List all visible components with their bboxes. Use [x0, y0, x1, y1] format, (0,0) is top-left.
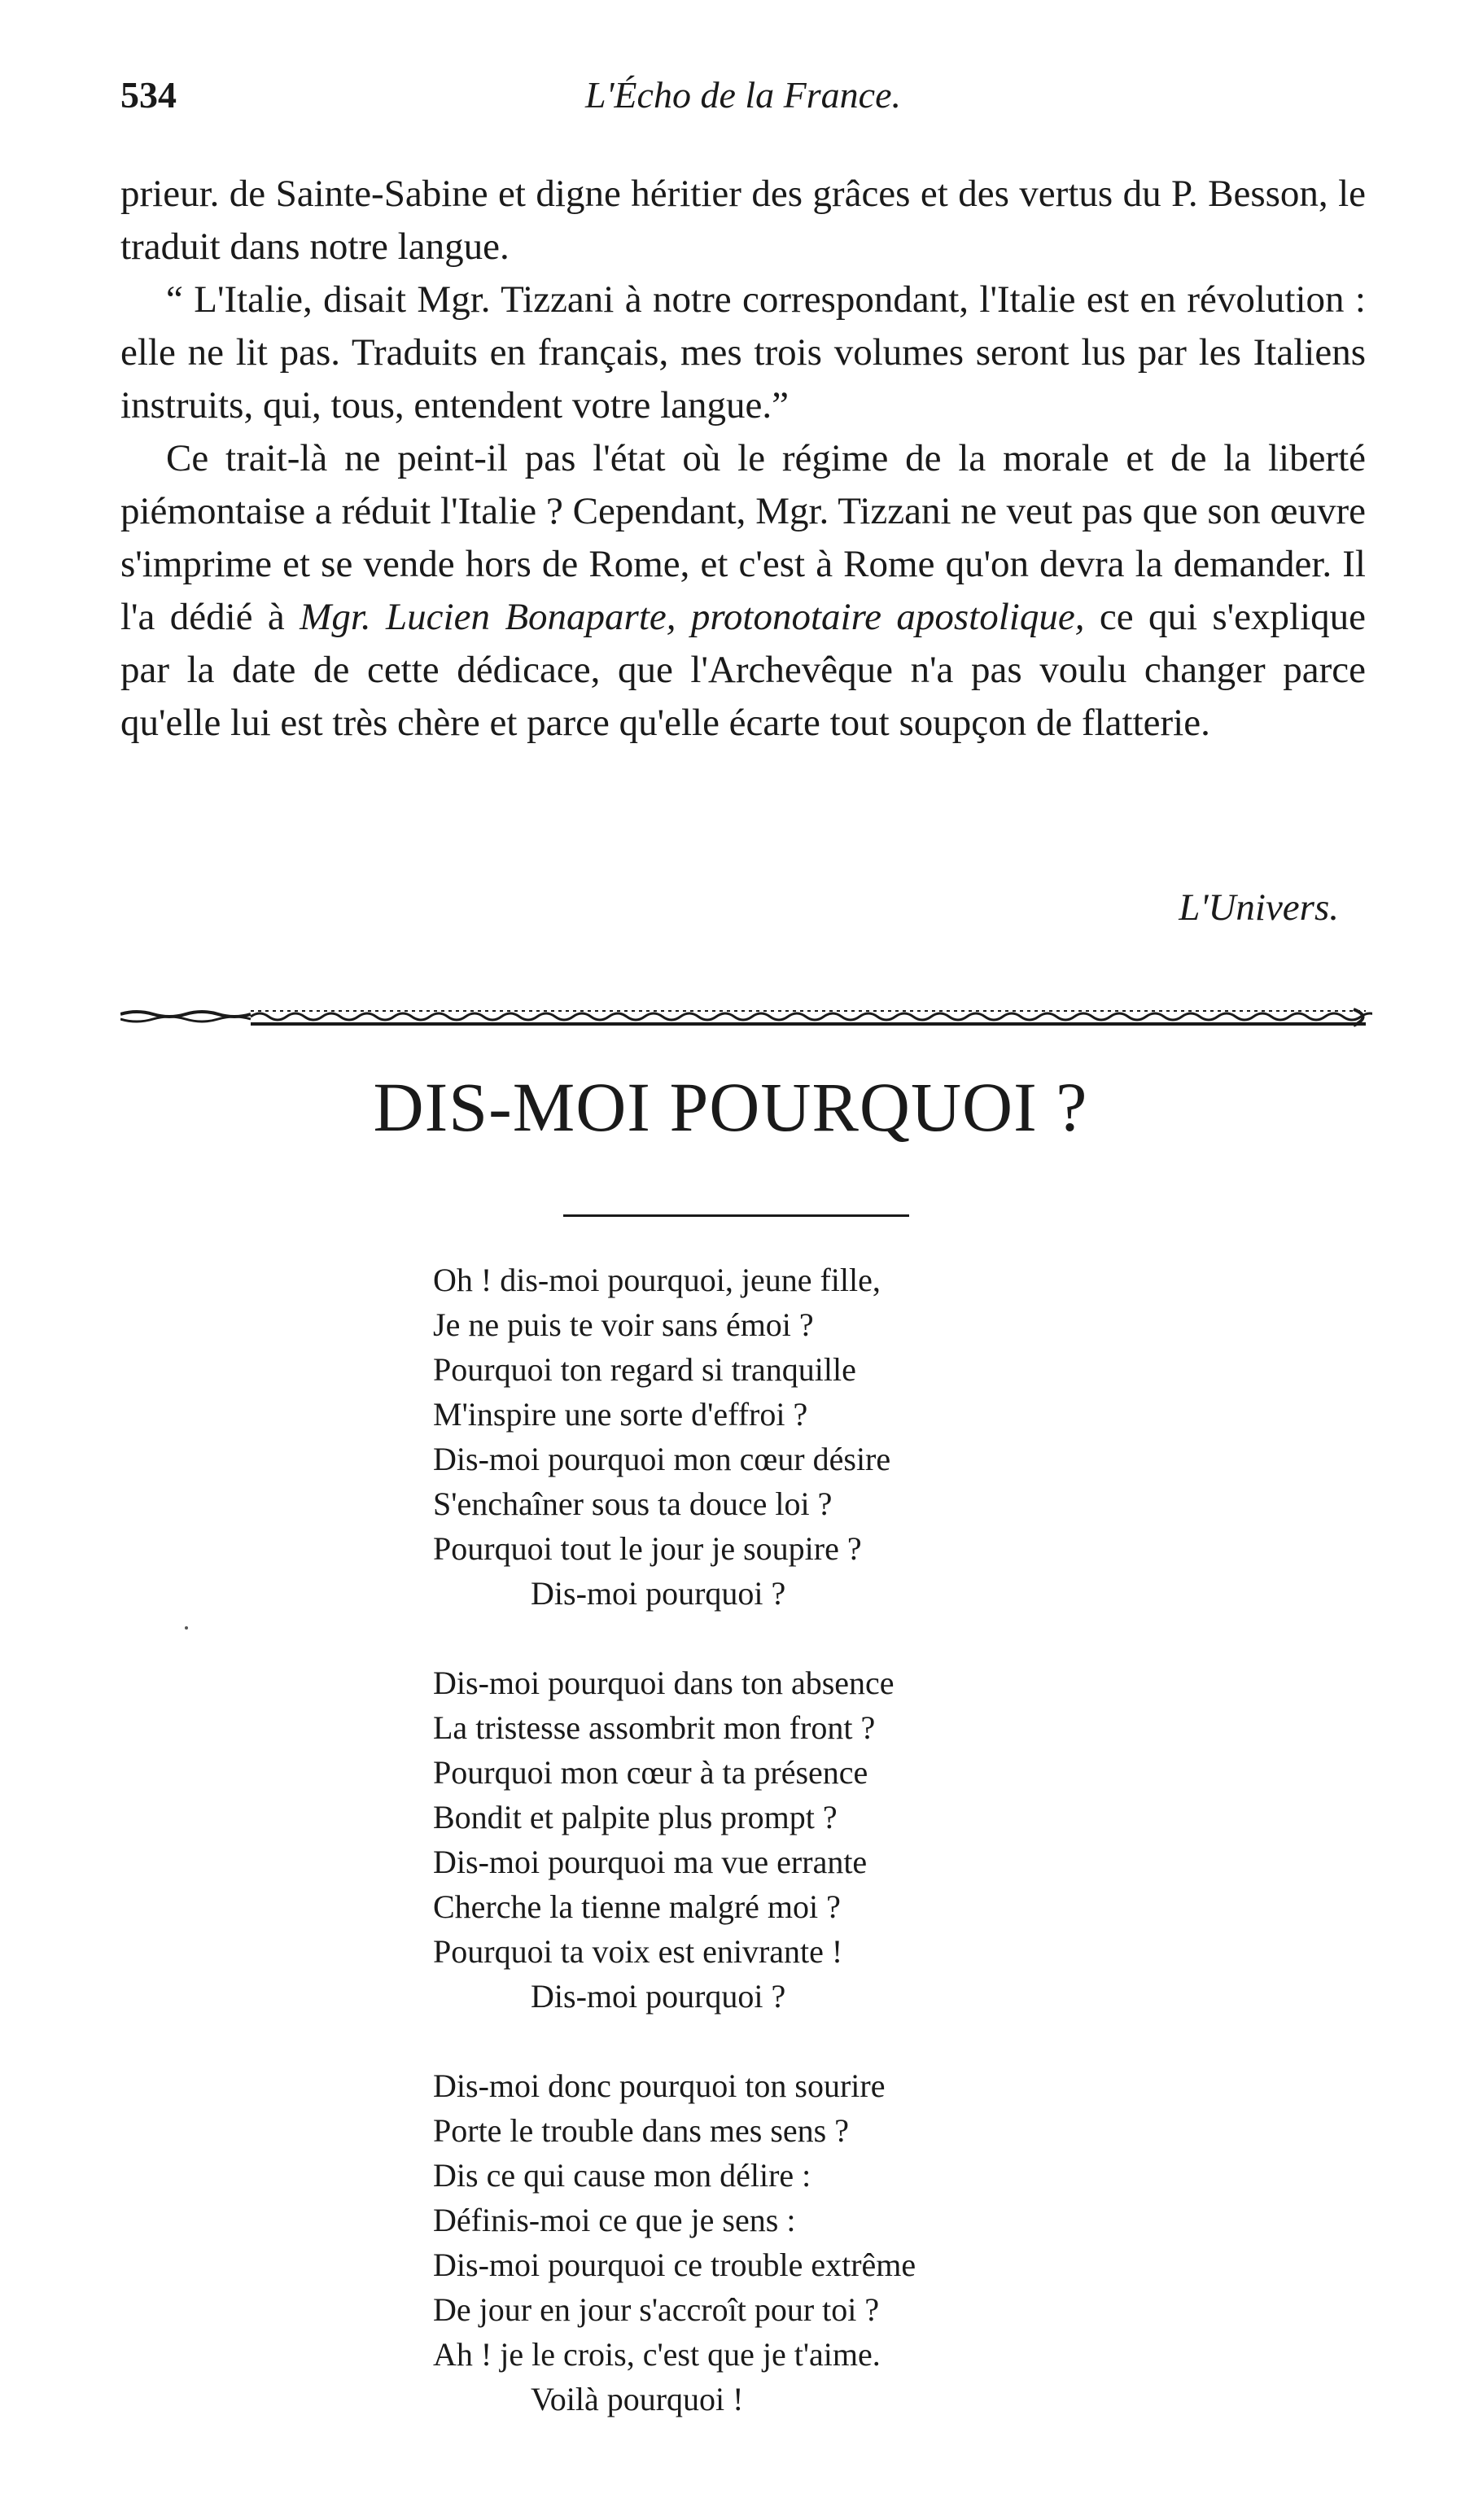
ink-speck [185, 1626, 188, 1630]
article-paragraph [120, 432, 1366, 750]
poem-refrain: Voilà pourquoi ! [531, 2381, 744, 2417]
ornamental-divider [120, 1003, 1372, 1030]
poem-verse: Pourquoi tout le jour je soupire ? [433, 1530, 862, 1567]
article-body [120, 168, 1366, 750]
poem-verse: Pourquoi mon cœur à ta présence [433, 1754, 868, 1791]
poem-verse: Ah ! je le crois, c'est que je t'aime. [433, 2336, 881, 2373]
journal-title: L'Écho de la France. [585, 74, 901, 116]
italic-text: Mgr. Lucien Bonaparte, protonotaire apostolique, [300, 596, 1085, 638]
poem-verse: La tristesse assombrit mon front ? [433, 1709, 876, 1746]
poem-stanza [433, 1660, 1084, 2019]
poem-verse: Dis-moi pourquoi ce trouble extrême [433, 2247, 916, 2283]
poem-verse: Bondit et palpite plus prompt ? [433, 1799, 838, 1835]
paragraph-text: Ce trait-là ne peint-il pas l'état où le régime de la morale et de la liberté piémontaise a réduit l'Italie ? Cependant, Mgr. Tizzani ne veut pas que son œuvre s'imprime et se vende hors de Rome, et c'est à Rome qu'on devra la demander. Il l'a dédié à [120, 437, 1366, 638]
poem-verse: Porte le trouble dans mes sens ? [433, 2112, 849, 2149]
article-paragraph [120, 168, 1366, 273]
poem-verse: Dis ce qui cause mon délire : [433, 2157, 811, 2194]
poem-verse: Pourquoi ton regard si tranquille [433, 1351, 856, 1388]
article-signature: L'Univers. [1179, 886, 1339, 929]
running-head [120, 73, 1366, 122]
poem-verse: Je ne puis te voir sans émoi ? [433, 1306, 814, 1343]
poem-verse: De jour en jour s'accroît pour toi ? [433, 2291, 880, 2328]
poem-verse: Dis-moi pourquoi mon cœur désire [433, 1441, 891, 1477]
paragraph-text: prieur. de Sainte-Sabine et digne héritier des grâces et des vertus du P. Besson, le traduit dans notre langue. [120, 173, 1366, 268]
poem-refrain: Dis-moi pourquoi ? [531, 1978, 786, 2015]
article-paragraph [120, 273, 1366, 432]
page-number: 534 [120, 74, 177, 116]
poem-stanza [433, 1258, 1084, 1616]
poem-verse: Pourquoi ta voix est enivrante ! [433, 1933, 843, 1970]
poem-verse: Oh ! dis-moi pourquoi, jeune fille, [433, 1262, 881, 1298]
poem-verse: Dis-moi donc pourquoi ton sourire [433, 2067, 886, 2104]
poem-stanza [433, 2063, 1084, 2422]
poem-title: DIS-MOI POURQUOI ? [373, 1068, 1088, 1146]
paragraph-text: ce qui s'explique par la date de cette dédicace, que l'Archevêque n'a pas voulu changer parce qu'elle lui est très chère et parce qu'elle écarte tout soupçon de flatterie. [120, 596, 1366, 744]
title-rule [563, 1214, 909, 1217]
poem-verse: Dis-moi pourquoi dans ton absence [433, 1665, 895, 1701]
poem-verse: M'inspire une sorte d'effroi ? [433, 1396, 808, 1433]
poem-verse: S'enchaîner sous ta douce loi ? [433, 1485, 833, 1522]
paragraph-text: “ L'Italie, disait Mgr. Tizzani à notre correspondant, l'Italie est en révolution : elle ne lit pas. Traduits en français, mes trois volumes seront lus par les Italiens instruits, qui, tous, entendent votre langue.” [120, 278, 1366, 427]
poem-refrain: Dis-moi pourquoi ? [531, 1575, 786, 1612]
poem-verse: Définis-moi ce que je sens : [433, 2202, 796, 2238]
poem-body [433, 1258, 1084, 2466]
poem-verse: Cherche la tienne malgré moi ? [433, 1888, 841, 1925]
poem-verse: Dis-moi pourquoi ma vue errante [433, 1844, 868, 1880]
